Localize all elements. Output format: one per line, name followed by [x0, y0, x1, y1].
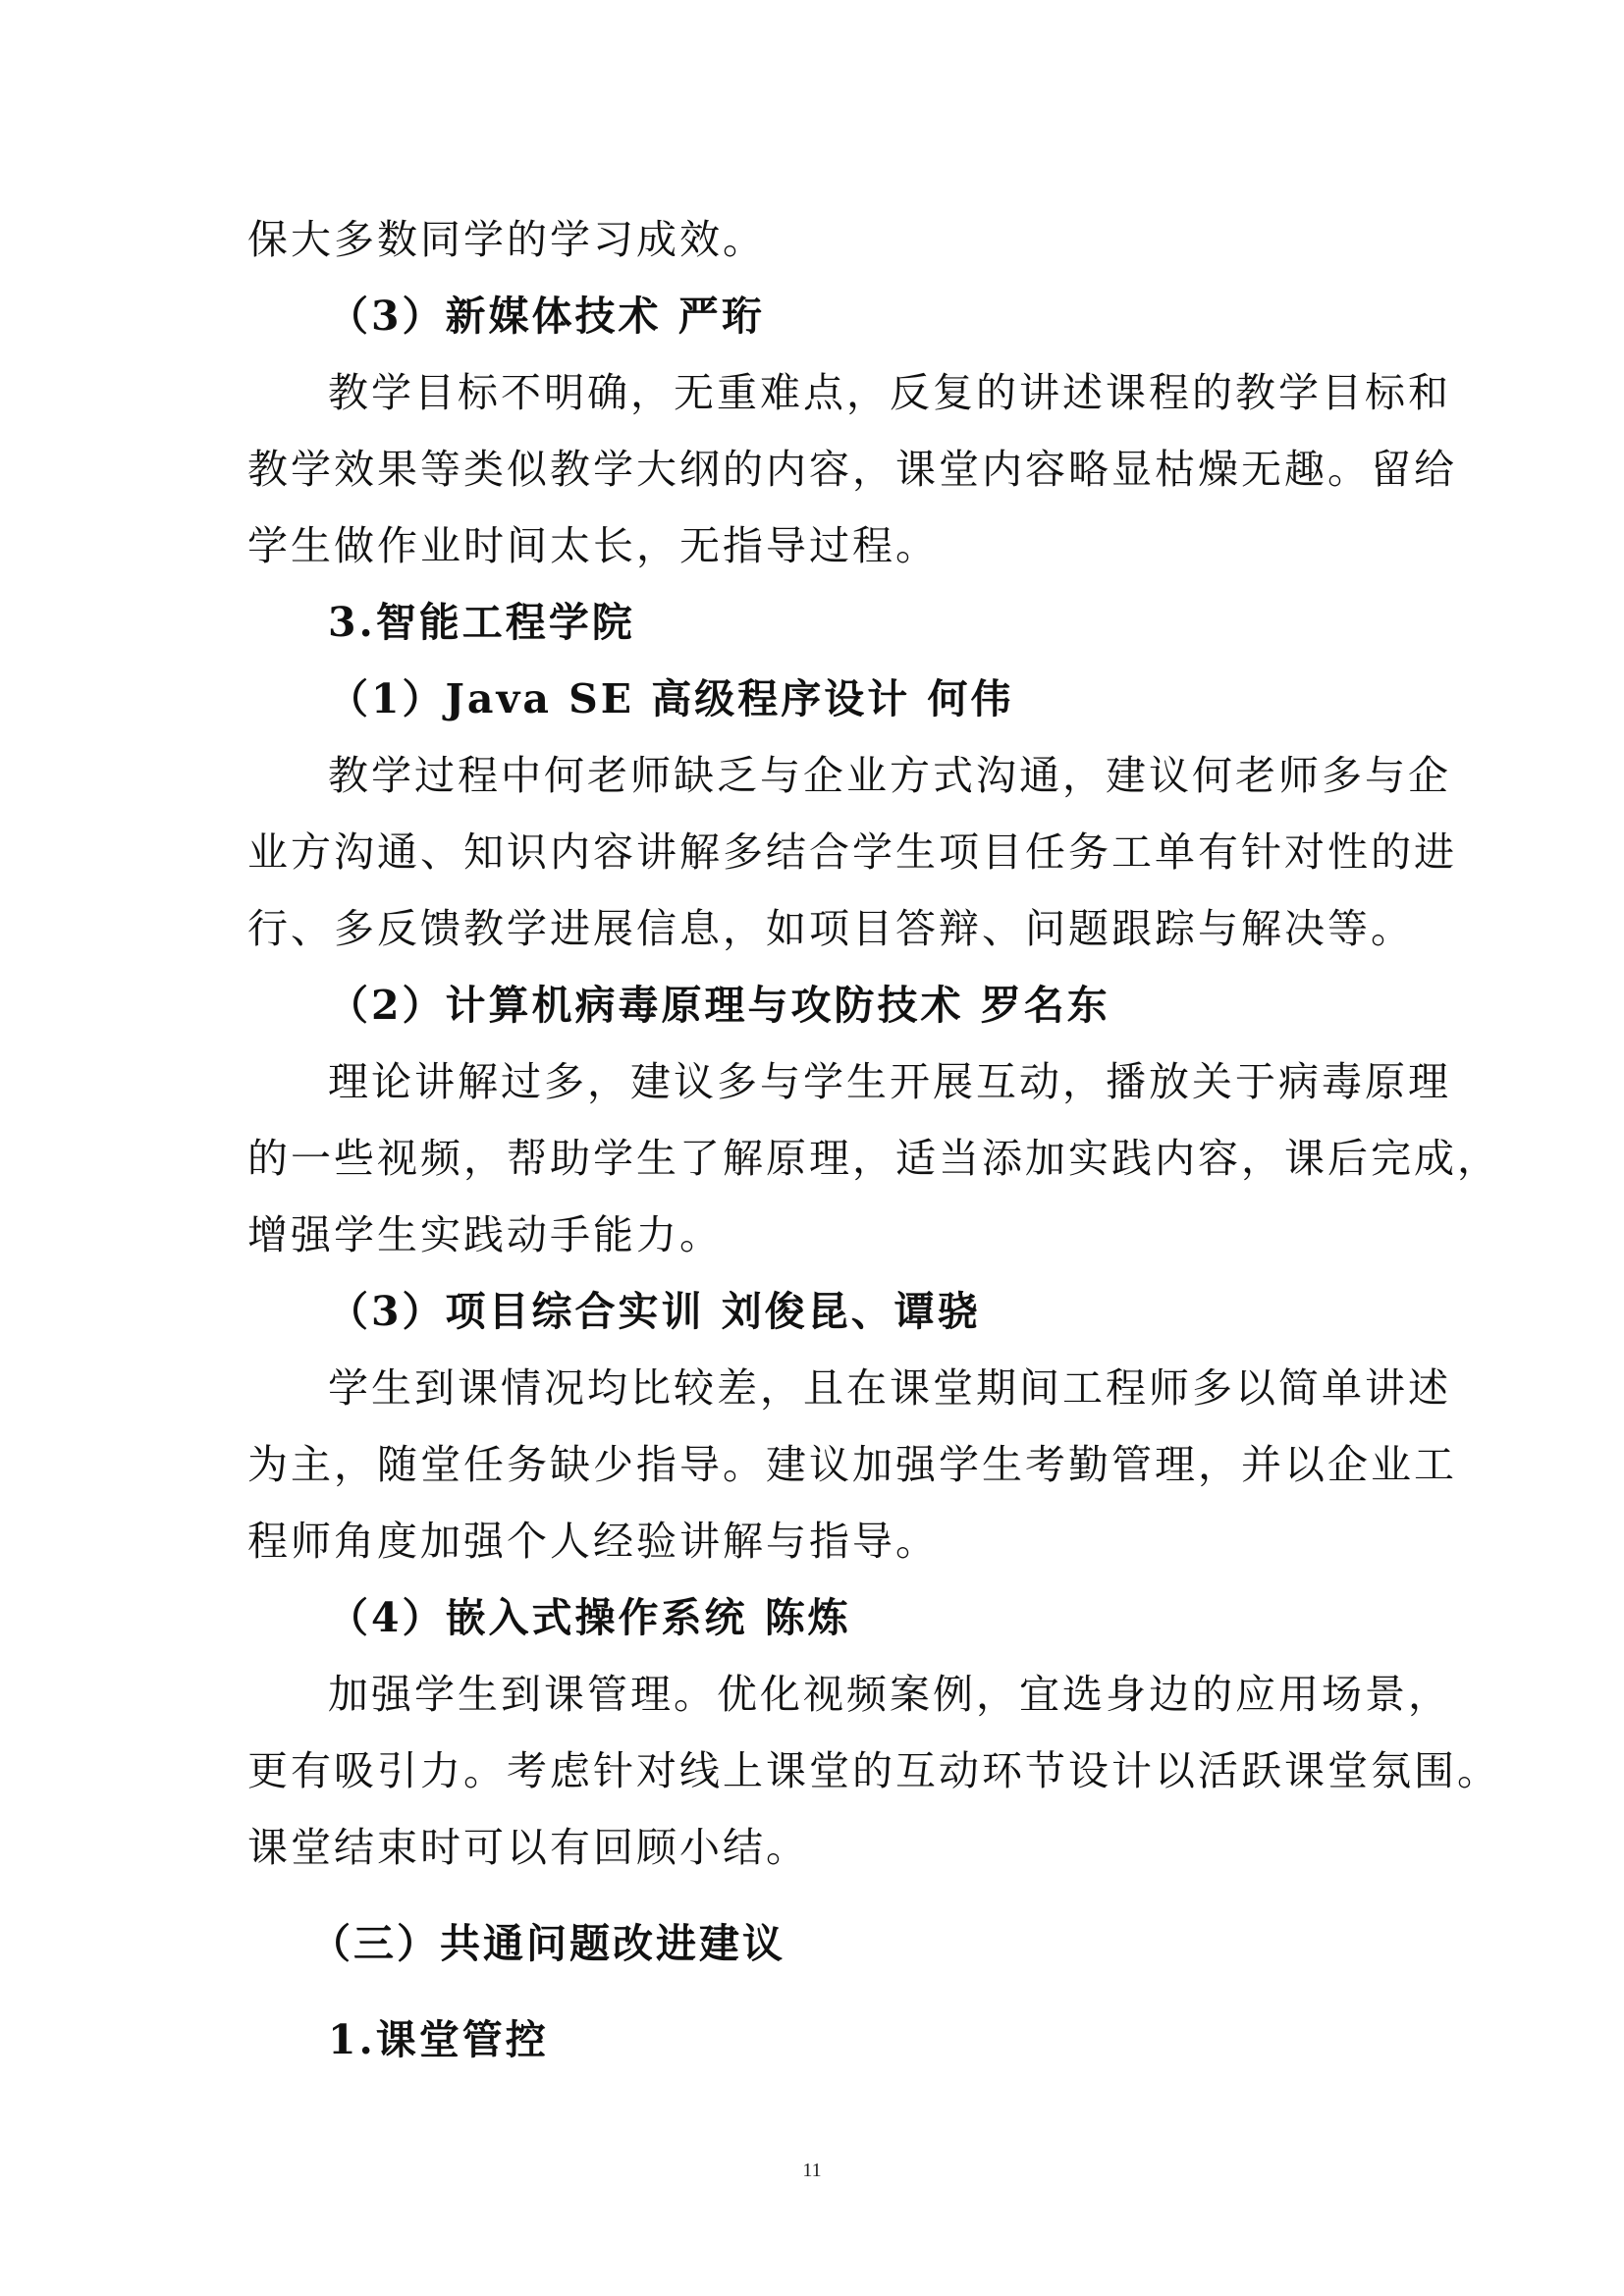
paragraph-line: 教学效果等类似教学大纲的内容，课堂内容略显枯燥无趣。留给 — [247, 446, 1457, 493]
paragraph-line: 程师角度加强个人经验讲解与指导。 — [247, 1518, 939, 1565]
section-heading: （1）Java SE 高级程序设计 何伟 — [328, 675, 1014, 722]
section-heading: （2）计算机病毒原理与攻防技术 罗名东 — [328, 982, 1110, 1029]
section-heading: （4）嵌入式操作系统 陈炼 — [328, 1594, 851, 1641]
paragraph-line: 业方沟通、知识内容讲解多结合学生项目任务工单有针对性的进 — [247, 828, 1457, 876]
paragraph-line: 更有吸引力。考虑针对线上课堂的互动环节设计以活跃课堂氛围。 — [247, 1747, 1500, 1794]
paragraph-line: 的一些视频，帮助学生了解原理，适当添加实践内容，课后完成， — [247, 1135, 1500, 1182]
paragraph-line: 行、多反馈教学进展信息，如项目答辩、问题跟踪与解决等。 — [247, 905, 1414, 952]
paragraph-line: 保大多数同学的学习成效。 — [247, 216, 766, 263]
paragraph-line: 为主，随堂任务缺少指导。建议加强学生考勤管理，并以企业工 — [247, 1441, 1457, 1488]
paragraph-line: 学生到课情况均比较差，且在课堂期间工程师多以简单讲述 — [328, 1364, 1451, 1412]
page-content — [247, 201, 1500, 2078]
paragraph-line: 学生做作业时间太长，无指导过程。 — [247, 522, 939, 569]
section-heading: （3）新媒体技术 严珩 — [328, 293, 765, 340]
paragraph-line: 理论讲解过多，建议多与学生开展互动，播放关于病毒原理 — [328, 1058, 1451, 1105]
section-heading: （3）项目综合实训 刘俊昆、谭骁 — [328, 1288, 981, 1335]
paragraph-line: 增强学生实践动手能力。 — [247, 1211, 723, 1258]
section-heading: 1.课堂管控 — [328, 2016, 549, 2063]
page-number: 11 — [802, 2160, 822, 2181]
paragraph-line: 加强学生到课管理。优化视频案例，宜选身边的应用场景， — [328, 1671, 1451, 1718]
paragraph-line: 课堂结束时可以有回顾小结。 — [247, 1824, 809, 1871]
paragraph-line: 教学过程中何老师缺乏与企业方式沟通，建议何老师多与企 — [328, 752, 1451, 799]
paragraph-line: 教学目标不明确，无重难点，反复的讲述课程的教学目标和 — [328, 369, 1451, 416]
section-heading: 3.智能工程学院 — [328, 599, 635, 646]
section-heading: （三）共通问题改进建议 — [310, 1920, 785, 1967]
